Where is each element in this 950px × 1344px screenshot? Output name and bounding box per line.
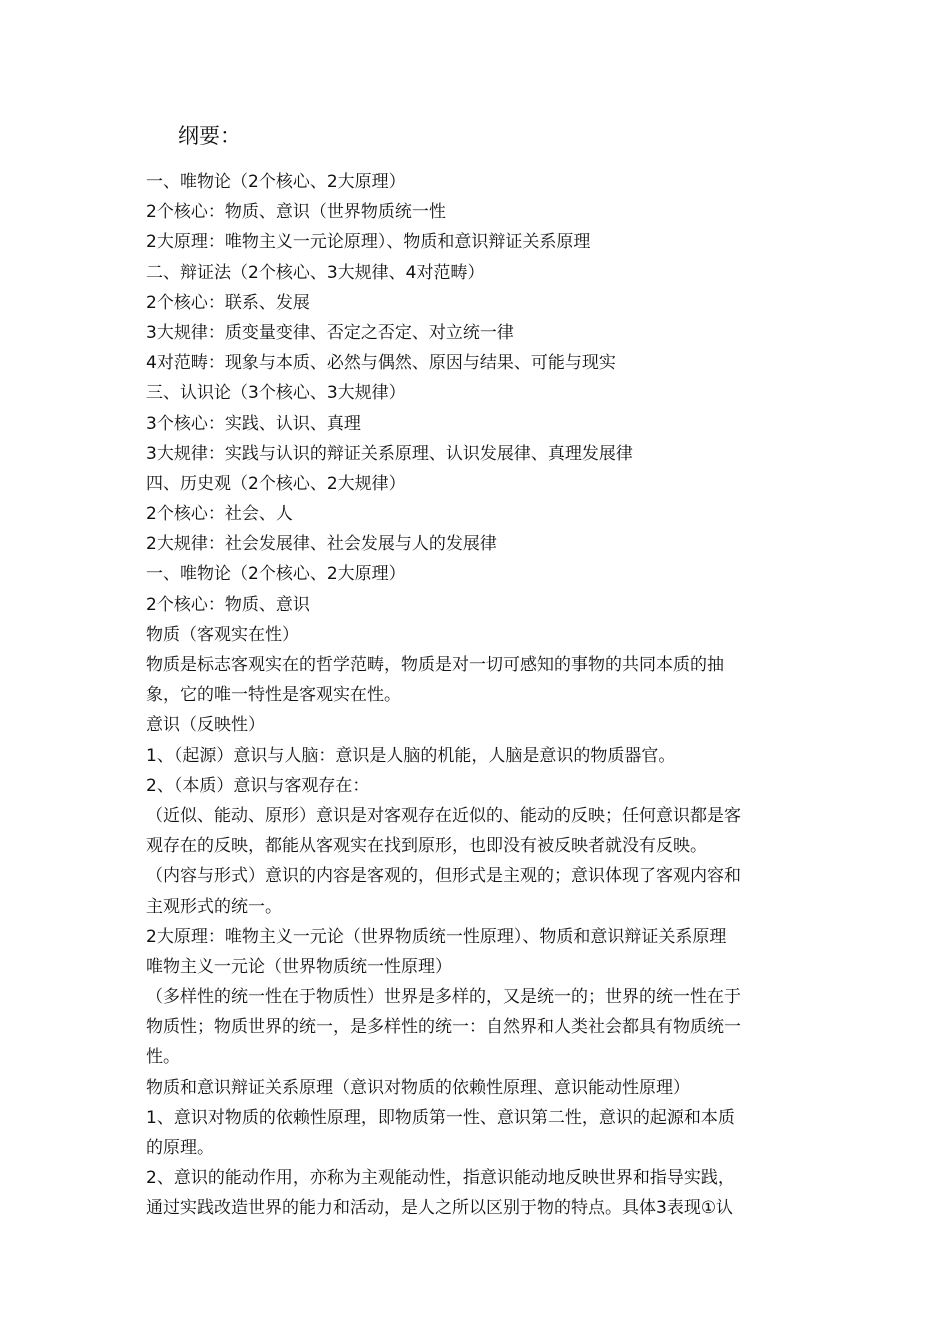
text-line: 唯物主义一元论（世界物质统一性原理） [146, 956, 452, 977]
text-line: 的原理。 [146, 1138, 214, 1158]
text-line: 一、唯物论（2个核心、2大原理） [146, 564, 406, 585]
text-line: 2个核心：社会、人 [146, 504, 293, 525]
text-line: 一、唯物论（2个核心、2大原理） [146, 172, 406, 192]
text-line: 2个核心：联系、发展 [146, 292, 310, 313]
text-line: 1、（起源）意识与人脑：意识是人脑的机能，人脑是意识的物质器官。 [146, 745, 676, 766]
text-line: 2个核心：物质、意识 [146, 594, 310, 615]
text-line: （内容与形式）意识的内容是客观的，但形式是主观的；意识体现了客观内容和 [146, 866, 741, 887]
text-line: 物质性；物质世界的统一，是多样性的统一：自然界和人类社会都具有物质统一 [146, 1017, 741, 1038]
text-line: 2大原理：唯物主义一元论（世界物质统一性原理）、物质和意识辩证关系原理 [146, 926, 727, 947]
text-line: 2、（本质）意识与客观存在： [146, 775, 370, 796]
text-line: 3大规律：实践与认识的辩证关系原理、认识发展律、真理发展律 [146, 443, 633, 464]
text-line: （近似、能动、原形）意识是对客观存在近似的、能动的反映；任何意识都是客 [146, 805, 741, 826]
text-line: 二、辩证法（2个核心、3大规律、4对范畴） [146, 262, 485, 283]
text-line: 2、意识的能动作用，亦称为主观能动性，指意识能动地反映世界和指导实践， [146, 1168, 735, 1189]
text-line: 1、意识对物质的依赖性原理，即物质第一性、意识第二性，意识的起源和本质 [146, 1107, 735, 1128]
text-line: 观存在的反映，都能从客观实在找到原形，也即没有被反映者就没有反映。 [146, 836, 707, 857]
text-line: 通过实践改造世界的能力和活动，是人之所以区别于物的特点。具体3表现①认 [146, 1198, 734, 1219]
text-line: 2个核心：物质、意识（世界物质统一性 [146, 202, 446, 223]
text-line: 三、认识论（3个核心、3大规律） [146, 383, 406, 404]
text-line: 象，它的唯一特性是客观实在性。 [146, 685, 401, 706]
text-line: 意识（反映性） [146, 715, 265, 736]
text-line: 主观形式的统一。 [146, 896, 282, 917]
text-line: 3大规律：质变量变律、否定之否定、对立统一律 [146, 322, 514, 343]
outline-title: 纲要： [178, 124, 241, 148]
text-line: 性。 [146, 1047, 180, 1068]
text-line: 3个核心：实践、认识、真理 [146, 413, 361, 434]
text-line: 物质是标志客观实在的哲学范畴，物质是对一切可感知的事物的共同本质的抽 [146, 655, 724, 675]
text-line: 4对范畴：现象与本质、必然与偶然、原因与结果、可能与现实 [146, 353, 616, 374]
text-line: 2大原理：唯物主义一元论原理）、物质和意识辩证关系原理 [146, 232, 591, 253]
text-line: 2大规律：社会发展律、社会发展与人的发展律 [146, 534, 497, 555]
text-line: （多样性的统一性在于物质性）世界是多样的，又是统一的；世界的统一性在于 [146, 987, 741, 1008]
text-line: 物质（客观实在性） [146, 624, 299, 645]
text-line: 四、历史观（2个核心、2大规律） [146, 473, 406, 494]
document-body [146, 167, 812, 1224]
text-line: 物质和意识辩证关系原理（意识对物质的依赖性原理、意识能动性原理） [146, 1077, 690, 1098]
